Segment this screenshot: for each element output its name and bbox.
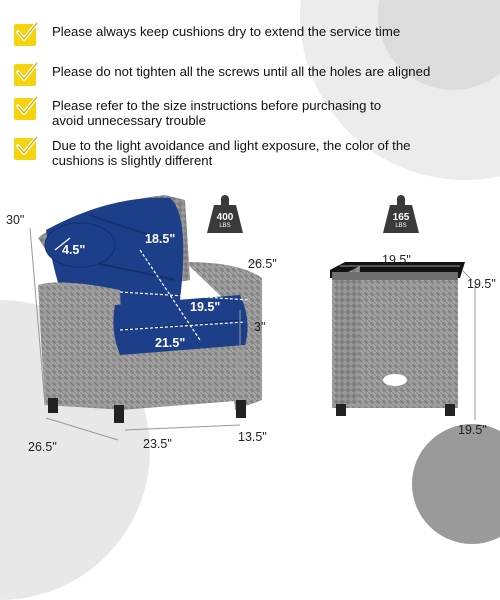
note-text: Please do not tighten all the screws until all the holes are aligned: [52, 64, 431, 79]
note-text: Please refer to the size instructions before purchasing to avoid unnecessary trouble: [52, 98, 382, 128]
note-text: Due to the light avoidance and light exposure, the color of the cushions is slightly different: [52, 138, 411, 168]
table-height-label: 19.5": [458, 423, 487, 437]
chair-height-label: 30": [6, 213, 25, 227]
seat-depth-label: 19.5": [190, 300, 221, 314]
note-text: Please always keep cushions dry to extend the service time: [52, 24, 401, 39]
table-top-width-label: 19.5": [382, 253, 411, 267]
front-width-label: 23.5": [143, 437, 172, 451]
seat-width-label: 21.5": [155, 336, 186, 350]
arm-depth-label: 26.5": [248, 257, 277, 271]
side-depth-label: 26.5": [28, 440, 57, 454]
table-weight-icon: [381, 195, 421, 235]
table-weight-unit: LBS: [395, 223, 407, 229]
table-weight-value: 165: [392, 212, 410, 223]
seat-height-label: 13.5": [238, 430, 267, 444]
back-width-label: 18.5": [145, 232, 176, 246]
table-top-depth-label: 19.5": [467, 277, 496, 291]
chair-weight-unit: LBS: [219, 223, 231, 229]
chair-weight-icon: [205, 195, 245, 235]
chair-weight-value: 400: [216, 212, 234, 223]
pillow-thickness-label: 4.5": [62, 243, 86, 257]
arm-height-label: 3": [254, 320, 266, 334]
